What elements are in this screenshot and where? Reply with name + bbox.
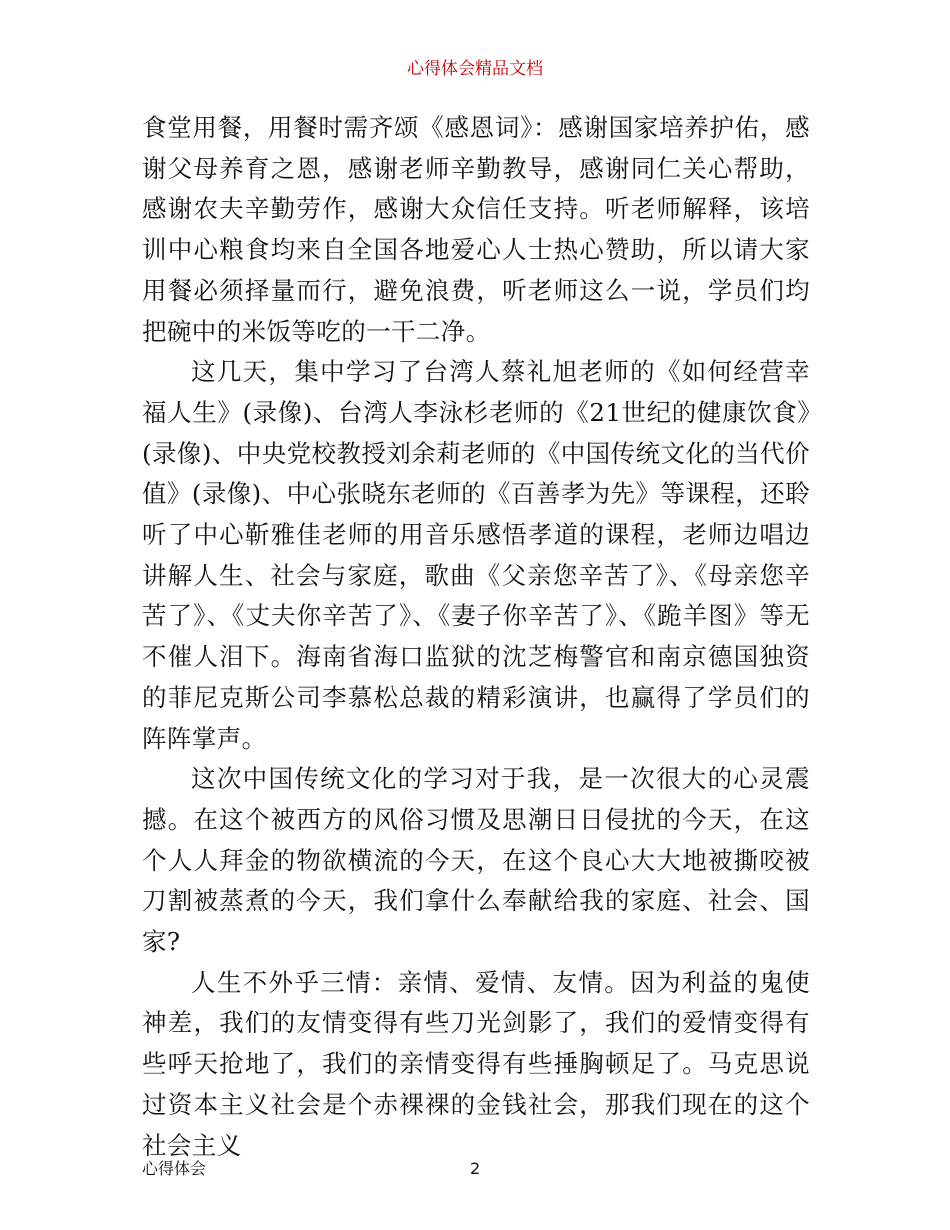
footer-page-number: 2 (470, 1159, 481, 1178)
page-header-title: 心得体会精品文档 (407, 59, 543, 79)
footer-label: 心得体会 (142, 1159, 207, 1178)
paragraph-1: 食堂用餐，用餐时需齐颂《感恩词》：感谢国家培养护佑，感谢父母养育之恩，感谢老师辛勤教导，感谢同仁关心帮助，感谢农夫辛勤劳作，感谢大众信任支持。听老师解释，该培训中心粮食均来自全国各地爱心人士热心赞助，所以请大家用餐必须择量而行，避免浪费，听老师这么一说，学员们均把碗中的米饭等吃的一干二净。 (142, 113, 810, 346)
document-body (142, 108, 810, 1166)
paragraph-2: 这几天，集中学习了台湾人蔡礼旭老师的《如何经营幸福人生》(录像)、台湾人李泳杉老师的《21世纪的健康饮食》(录像)、中央党校教授刘余莉老师的《中国传统文化的当代价值》(录像)、中心张晓东老师的《百善孝为先》等课程，还聆听了中心靳雅佳老师的用音乐感悟孝道的课程，老师边唱边讲解人生、社会与家庭，歌曲《父亲您辛苦了》、《母亲您辛苦了》、《丈夫你辛苦了》、《妻子你辛苦了》、《跪羊图》等无不催人泪下。海南省海口监狱的沈芝梅警官和南京德国独资的菲尼克斯公司李慕松总裁的精彩演讲，也赢得了学员们的阵阵掌声。 (142, 357, 810, 753)
paragraph-3: 这次中国传统文化的学习对于我，是一次很大的心灵震撼。在这个被西方的风俗习惯及思潮日日侵扰的今天，在这个人人拜金的物欲横流的今天，在这个良心大大地被撕咬被刀割被蒸煮的今天，我们拿什么奉献给我的家庭、社会、国家? (142, 764, 810, 957)
page-footer (142, 1158, 810, 1180)
paragraph-4: 人生不外乎三情：亲情、爱情、友情。因为利益的鬼使神差，我们的友情变得有些刀光剑影了，我们的爱情变得有些呼天抢地了，我们的亲情变得有些捶胸顿足了。马克思说过资本主义社会是个赤裸裸的金钱社会，那我们现在的这个社会主义 (142, 967, 810, 1160)
